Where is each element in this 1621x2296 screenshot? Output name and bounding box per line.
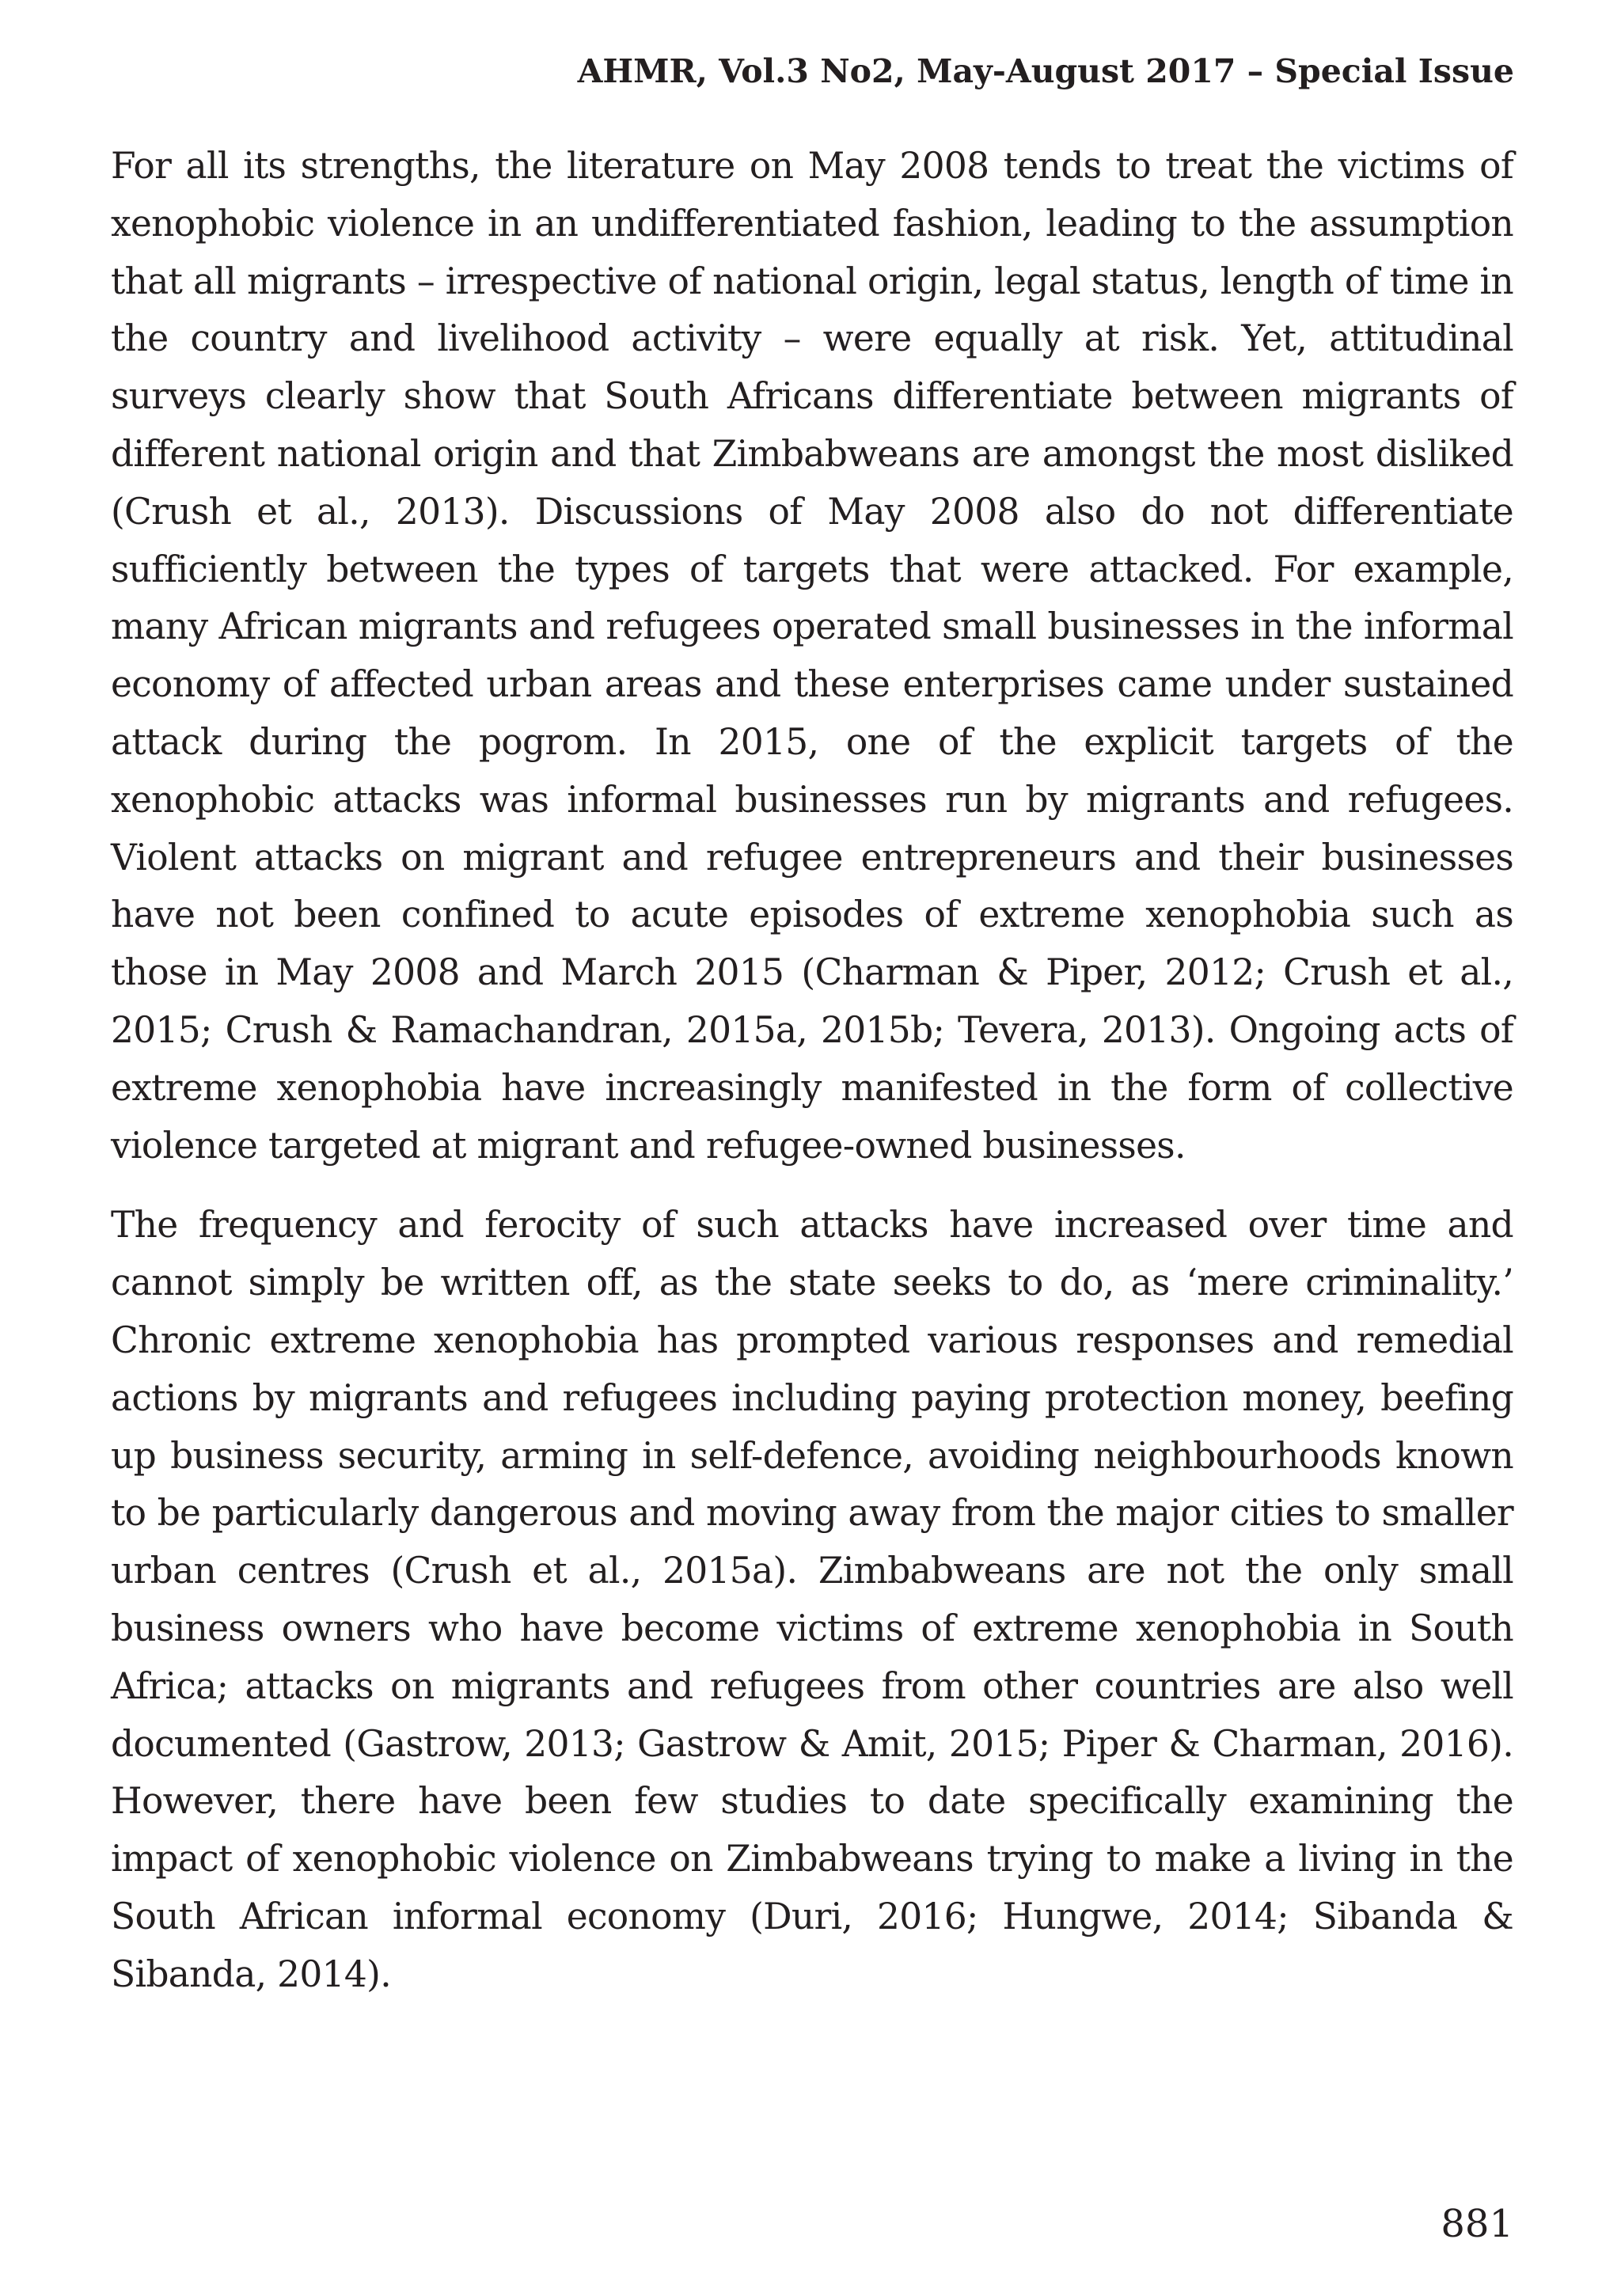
body-text (111, 138, 1513, 2026)
paragraph-2: The frequency and ferocity of such attacks have increased over time and cannot simply be written off, as the state seeks to do, as ‘mere criminality.’ Chronic extreme xenophobia has prompted various responses and remedial actions by migrants and refugees including paying protection money, beefing up business security, arming in self-defence, avoiding neighbourhoods known to be particularly dangerous and moving away from the major cities to smaller urban centres (Crush et al., 2015a). Zimbabweans are not the only small business owners who have become victims of extreme xenophobia in South Africa; attacks on migrants and refugees from other countries are also well documented (Gastrow, 2013; Gastrow & Amit, 2015; Piper & Charman, 2016). However, there have been few studies to date specifically examining the impact of xenophobic violence on Zimbabweans trying to make a living in the South African informal economy (Duri, 2016; Hungwe, 2014; Sibanda & Sibanda, 2014). (111, 1204, 1513, 1995)
running-header: AHMR, Vol.3 No2, May-August 2017 – Special Issue (577, 52, 1514, 90)
page-number: 881 (1441, 2202, 1513, 2246)
paragraph-1: For all its strengths, the literature on May 2008 tends to treat the victims of xenophobic violence in an undifferentiated fashion, leading to the assumption that all migrants – irrespective of national origin, legal status, length of time in the country and livelihood activity – were equally at risk. Yet, attitudinal surveys clearly show that South Africans differentiate between migrants of different national origin and that Zimbabweans are amongst the most disliked (Crush et al., 2013). Discussions of May 2008 also do not differentiate sufficiently between the types of targets that were attacked. For example, many African migrants and refugees operated small businesses in the informal economy of affected urban areas and these enterprises came under sustained attack during the pogrom. In 2015, one of the explicit targets of the xenophobic attacks was informal businesses run by migrants and refugees. Violent attacks on migrant and refugee entrepreneurs and their businesses have not been confined to acute episodes of extreme xenophobia such as those in May 2008 and March 2015 (Charman & Piper, 2012; Crush et al., 2015; Crush & Ramachandran, 2015a, 2015b; Tevera, 2013). Ongoing acts of extreme xenophobia have increasingly manifested in the form of collective violence targeted at migrant and refugee-owned businesses. (111, 145, 1513, 1167)
